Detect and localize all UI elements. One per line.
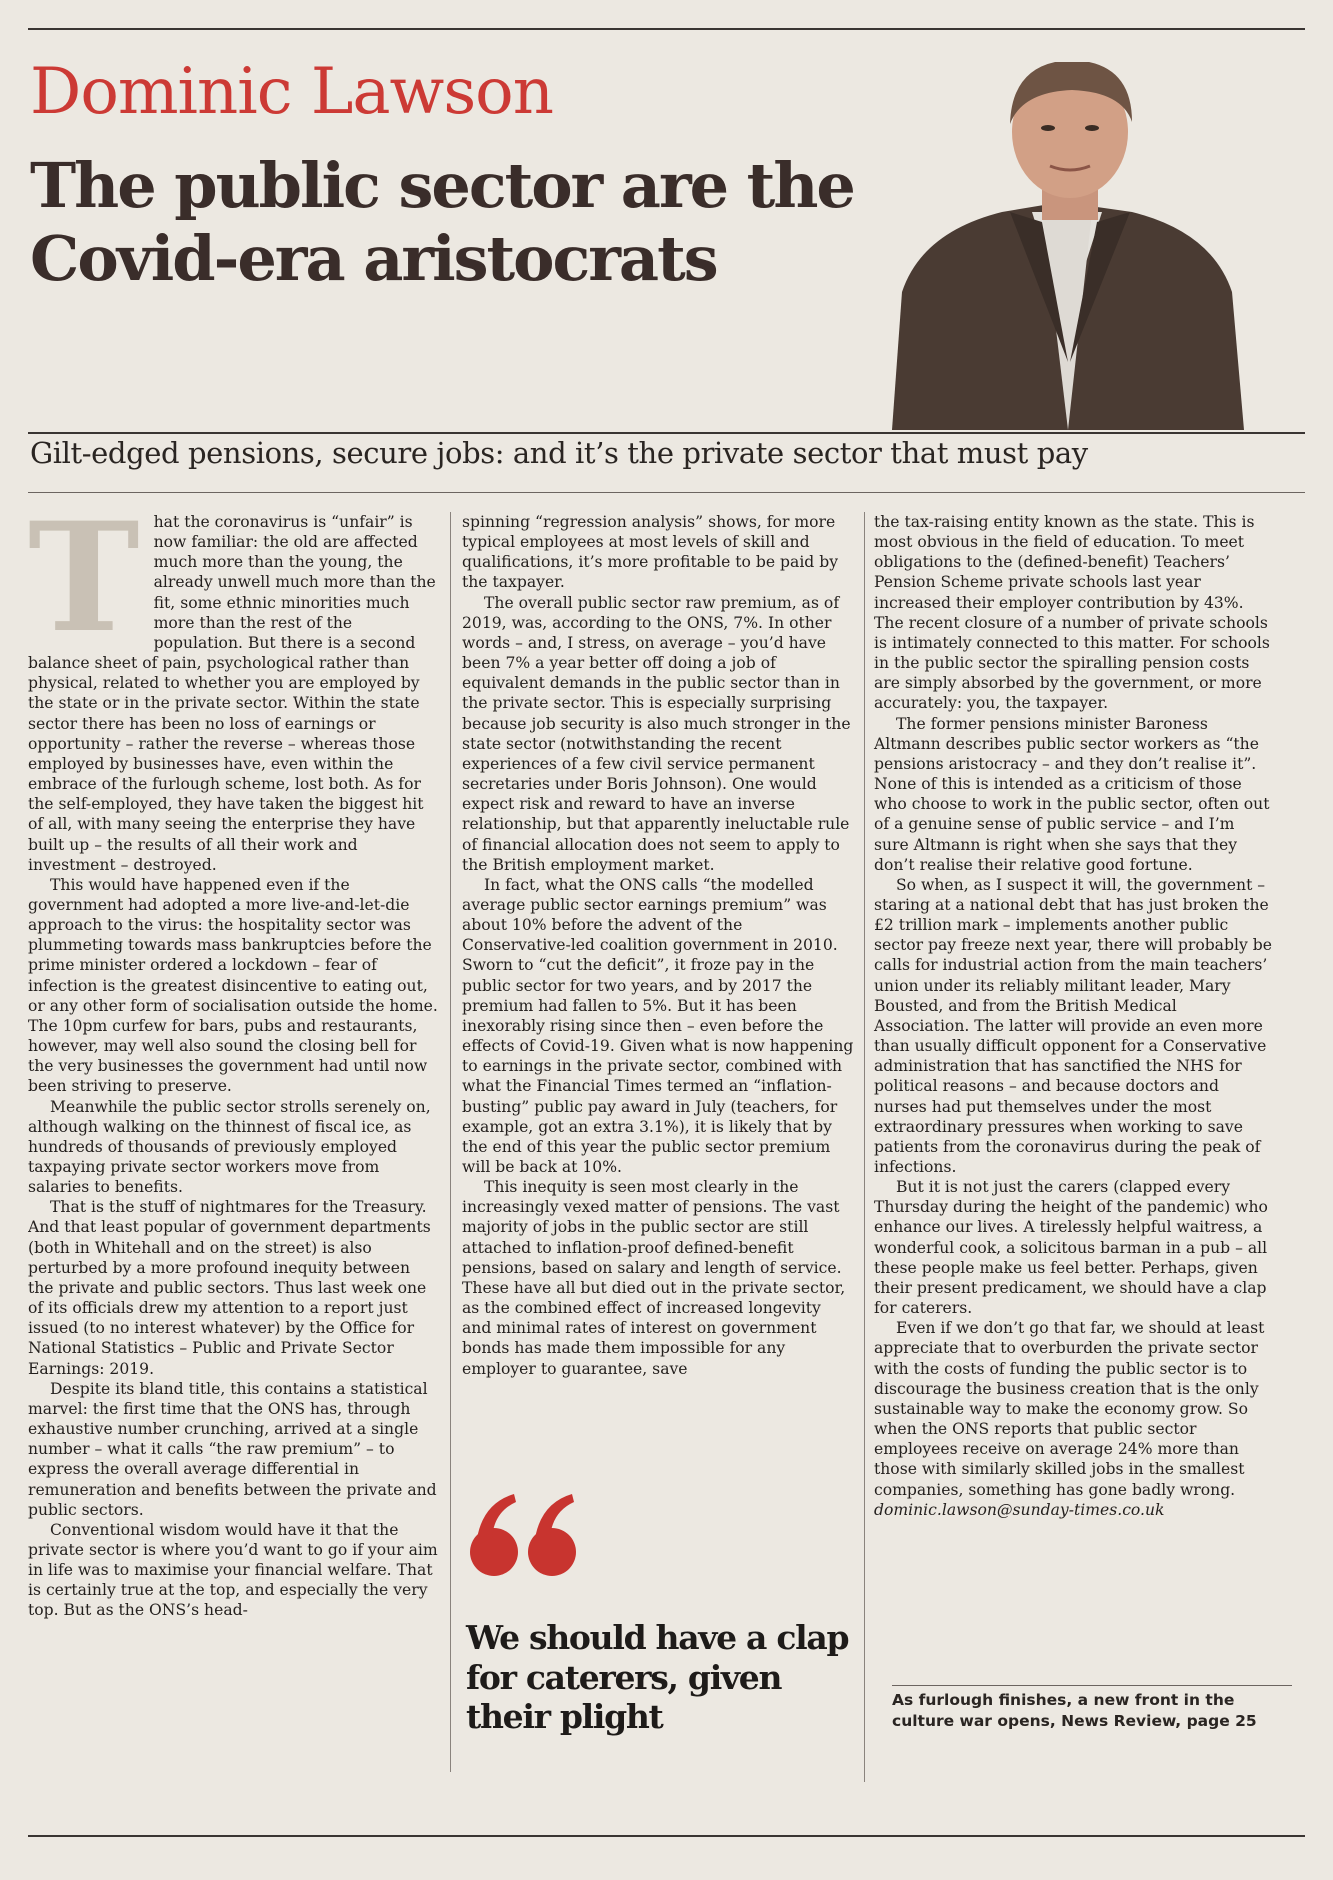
paragraph: Conventional wisdom would have it that the private sector is where you’d want to go if your aim in life was to maximise your financial welfare. That is certainly true at the top, and especially the very top. But as the ONS’s head- xyxy=(28,1520,438,1620)
author-name: Dominic Lawson xyxy=(30,55,553,129)
subheadline-bottom-rule xyxy=(28,492,1305,493)
quote-mark-icon xyxy=(466,1490,586,1580)
headline xyxy=(30,150,900,295)
column-2 xyxy=(462,512,854,1379)
paragraph: In fact, what the ONS calls “the modelled average public sector earnings premium” was about 10% before the advent of the Conservative-led coalition government in 2010. Sworn to “cut the deficit”, it froze pay in the public sector for two years, and by 2017 the premium had fallen to 5%. But it has been inexorably rising since then – even before the effects of Covid-19. Given what is now happening to earnings in the private sector, combined with what the Financial Times termed an “inflation-busting” public pay award in July (teachers, for example, got an extra 3.1%), it is likely that by the end of this year the public sector premium will be back at 10%. xyxy=(462,875,854,1176)
paragraph: The overall public sector raw premium, as of 2019, was, according to the ONS, 7%. In other words – and, I stress, on average – you’d have been 7% a year better off doing a job of equivalent demands in the public sector than in the private sector. This is especially surprising because job security is also much stronger in the state sector (notwithstanding the recent experiences of a few civil service permanent secretaries under Boris Johnson). One would expect risk and reward to have an inverse relationship, but that apparently ineluctable rule of financial allocation does not seem to apply to the British employment market. xyxy=(462,593,851,874)
paragraph: That the coronavirus is “unfair” is now familiar: the old are affected much more than the young, the already unwell much more than the fit, some ethnic minorities much more than the rest of the population. But there is a second balance sheet of pain, psychological rather than physical, related to whether you are employed by the state or in the private sector. Within the state sector there has been no loss of earnings or opportunity – rather the reverse – whereas those employed by businesses have, even within the embrace of the furlough scheme, lost both. As for the self-employed, they have taken the biggest hit of all, with many seeing the enterprise they have built up – the results of all their work and investment – destroyed. xyxy=(28,512,436,874)
paragraph: That is the stuff of nightmares for the Treasury. And that least popular of government departments (both in Whitehall and on the street) is also perturbed by a more profound inequity between the private and public sectors. Thus last week one of its officials drew my attention to a report just issued (to no interest whatever) by the Office for National Statistics – Public and Private Sector Earnings: 2019. xyxy=(28,1198,431,1378)
paragraph: the tax-raising entity known as the state. This is most obvious in the field of education. To meet obligations to the (defined-benefit) Teachers’ Pension Scheme private schools last year increased their employer contribution by 43%. The recent closure of a number of private schools is intimately connected to this matter. For schools in the public sector the spiralling pension costs are simply absorbed by the government, or more accurately: you, the taxpayer. xyxy=(874,513,1270,713)
teaser-rule xyxy=(892,1685,1292,1686)
pull-quote: We should have a clap for caterers, given their plight xyxy=(466,1618,849,1737)
bottom-rule xyxy=(28,1835,1305,1837)
paragraph: The former pensions minister Baroness Altmann describes public sector workers as “the pensions aristocracy – and they don’t realise it”. None of this is intended as a criticism of those who choose to work in the public sector, often out of a genuine sense of public service – and I’m sure Altmann is right when she says that they don’t realise their relative good fortune. xyxy=(874,714,1270,874)
paragraph: This would have happened even if the government had adopted a more live-and-let-die approach to the virus: the hospitality sector was plummeting towards mass bankruptcies before the prime minister ordered a lockdown – fear of infection is the greatest disincentive to eating out, or any other form of socialisation outside the home. The 10pm curfew for bars, pubs and restaurants, however, may well also sound the closing bell for the very businesses the government had until now been striving to preserve. xyxy=(28,875,438,1096)
paragraph: spinning “regression analysis” shows, for more typical employees at most levels of skill and qualifications, it’s more profitable to be paid by the taxpayer. xyxy=(462,513,839,592)
author-photo xyxy=(892,62,1244,430)
paragraph: Despite its bland title, this contains a statistical marvel: the first time that the ONS has, through exhaustive number crunching, arrived at a single number – what it calls “the raw premium” – to express the overall average differential in remuneration and benefits between the private and public sectors. xyxy=(28,1379,437,1519)
column-3 xyxy=(874,512,1274,1520)
author-email: dominic.lawson@sunday-times.co.uk xyxy=(874,1500,1165,1519)
column-divider xyxy=(864,512,865,1782)
subheadline-top-rule xyxy=(28,432,1305,434)
column-1 xyxy=(28,512,438,1787)
cross-reference-teaser: As furlough finishes, a new front in the culture war opens, News Review, page 25 xyxy=(892,1691,1257,1730)
headline-line-1: The public sector are the xyxy=(30,149,854,222)
column-divider xyxy=(450,512,451,1772)
paragraph: But it is not just the carers (clapped every Thursday during the height of the pandemic) who enhance our lives. A tirelessly helpful waitress, a wonderful cook, a solicitous barman in a pub – all these people make us feel better. Perhaps, given their present predicament, we should have a clap for caterers. xyxy=(874,1178,1268,1318)
top-rule xyxy=(28,28,1305,30)
paragraph: This inequity is seen most clearly in the increasingly vexed matter of pensions. The vast majority of jobs in the public sector are still attached to inflation-proof defined-benefit pensions, based on salary and length of service. These have all but died out in the private sector, as the combined effect of increased longevity and minimal rates of interest on government bonds has made them impossible for any employer to guarantee, save xyxy=(462,1178,846,1378)
paragraph: So when, as I suspect it will, the government – staring at a national debt that has just broken the £2 trillion mark – implements another public sector pay freeze next year, there will probably be calls for industrial action from the main teachers’ union under its reliably militant leader, Mary Bousted, and from the British Medical Association. The latter will provide an even more than usually difficult opponent for a Conservative administration that has sanctified the NHS for political reasons – and because doctors and nurses had put themselves under the most extraordinary pressures when working to save patients from the coronavirus during the peak of infections. xyxy=(874,875,1272,1176)
paragraph: Even if we don’t go that far, we should at least appreciate that to overburden the private sector with the costs of funding the public sector is to discourage the business creation that is the only sustainable way to make the economy grow. So when the ONS reports that public sector employees receive on average 24% more than those with similarly skilled jobs in the smallest companies, something has gone badly wrong. xyxy=(874,1319,1265,1499)
paragraph: Meanwhile the public sector strolls serenely on, although walking on the thinnest of fiscal ice, as hundreds of thousands of previously employed taxpaying private sector workers move from salaries to benefits. xyxy=(28,1097,431,1197)
headline-line-2: Covid-era aristocrats xyxy=(30,221,717,295)
drop-cap: T xyxy=(28,512,140,666)
subheadline: Gilt-edged pensions, secure jobs: and it’s the private sector that must pay xyxy=(30,436,1088,470)
